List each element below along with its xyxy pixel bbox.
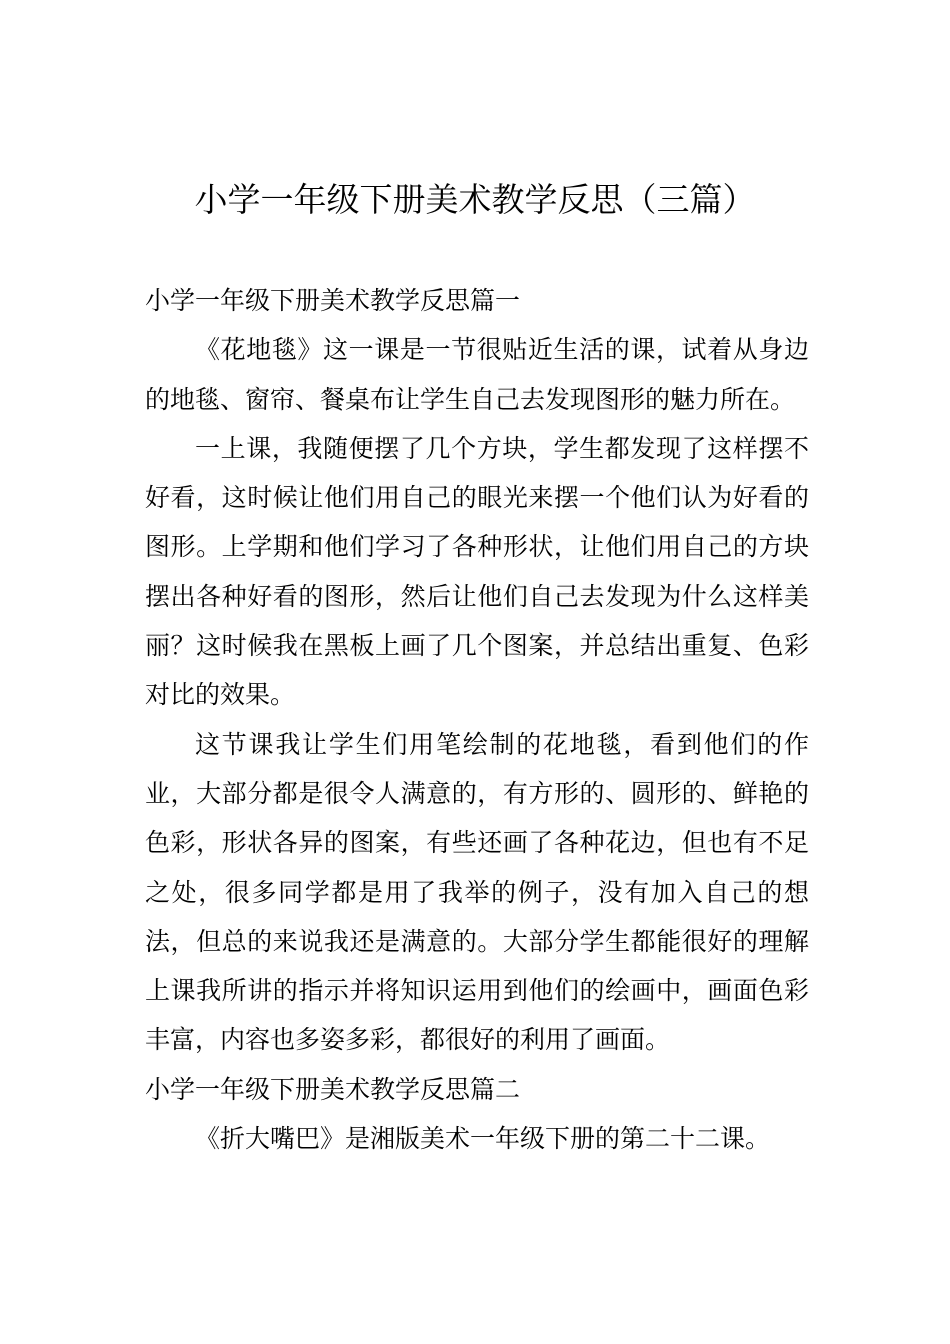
paragraph: 《花地毯》这一课是一节很贴近生活的课，试着从身边的地毯、窗帘、餐桌布让学生自己去发现图形的魅力所在。 xyxy=(145,335,809,414)
section-heading-2: 小学一年级下册美术教学反思篇二 xyxy=(145,1074,521,1104)
section-heading-1: 小学一年级下册美术教学反思篇一 xyxy=(145,286,521,315)
document-title: 小学一年级下册美术教学反思（三篇） xyxy=(194,180,756,219)
paragraph: 《折大嘴巴》是湘版美术一年级下册的第二十二课。 xyxy=(195,1124,771,1154)
document-body xyxy=(145,276,809,1163)
paragraph: 一上课，我随便摆了几个方块，学生都发现了这样摆不好看，这时候让他们用自己的眼光来摆一个他们认为好看的图形。上学期和他们学习了各种形状，让他们用自己的方块摆出各种好看的图形，然后让他们自己去发现为什么这样美丽？这时候我在黑板上画了几个图案，并总结出重复、色彩对比的效果。 xyxy=(145,433,809,710)
paragraph: 这节课我让学生们用笔绘制的花地毯，看到他们的作业，大部分都是很令人满意的，有方形的、圆形的、鲜艳的色彩，形状各异的图案，有些还画了各种花边，但也有不足之处，很多同学都是用了我举的例子，没有加入自己的想法，但总的来说我还是满意的。大部分学生都能很好的理解上课我所讲的指示并将知识运用到他们的绘画中，画面色彩丰富，内容也多姿多彩，都很好的利用了画面。 xyxy=(145,729,809,1055)
